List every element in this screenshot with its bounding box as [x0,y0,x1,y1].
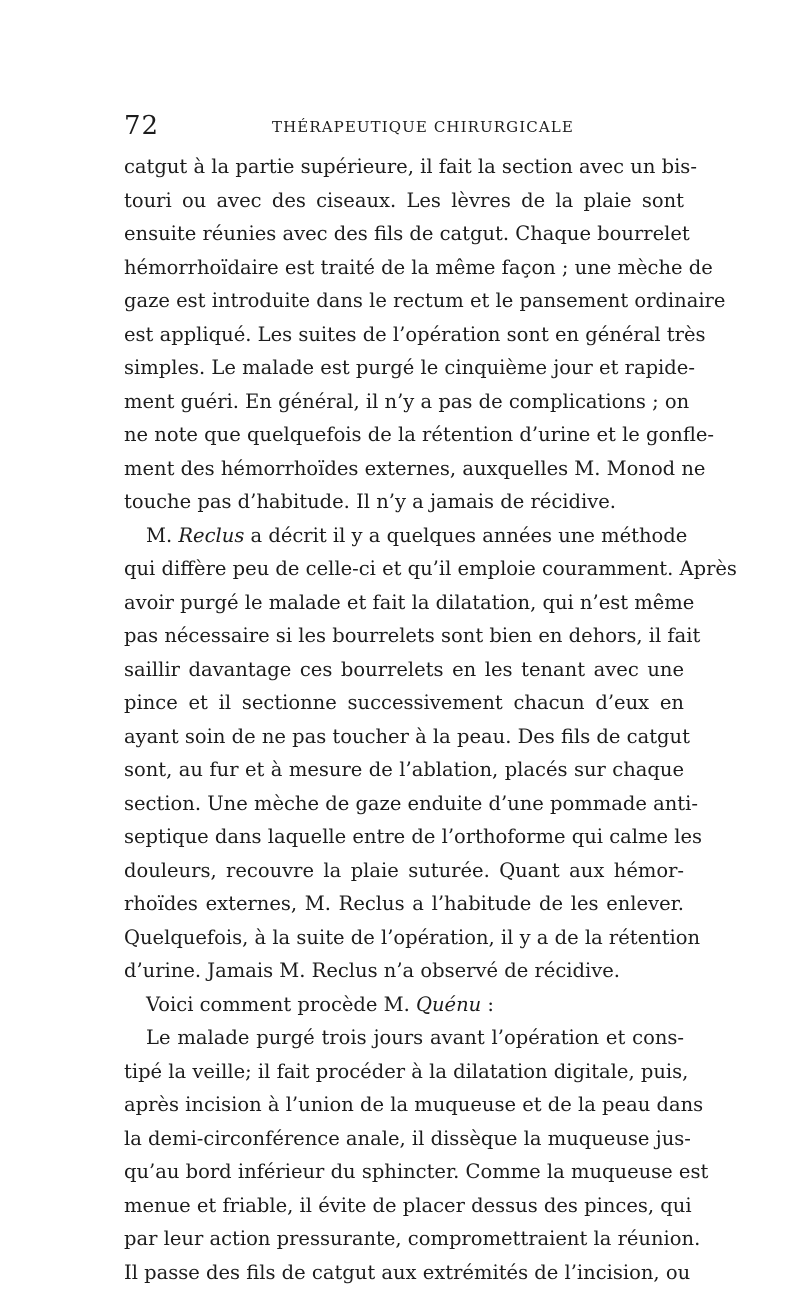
text-line [124,1222,684,1256]
text-line [124,452,684,486]
text-line [124,318,684,352]
text-segment: est appliqué. Les suites de l’opération sont en général très [124,323,706,346]
text-segment: pince et il sectionne successivement chacun d’eux en [124,691,684,714]
text-segment: catgut à la partie supérieure, il fait la section avec un bis- [124,155,697,178]
text-segment: ne note que quelquefois de la rétention d’urine et le gonfle- [124,423,714,446]
text-segment: la demi-circonférence anale, il dissèque la muqueuse jus- [124,1127,691,1150]
text-segment: après incision à l’union de la muqueuse et de la peau dans [124,1093,703,1116]
text-segment: ment des hémorrhoïdes externes, auxquelles M. Monod ne [124,457,705,480]
text-segment: menue et friable, il évite de placer dessus des pinces, qui [124,1194,692,1217]
text-line [124,351,684,385]
text-line [124,854,684,888]
text-line [124,1189,684,1223]
text-segment: ensuite réunies avec des fils de catgut. Chaque bourrelet [124,222,690,245]
text-line [124,1256,684,1289]
text-segment: M. [146,524,178,547]
text-line [124,1155,684,1189]
text-line [124,251,684,285]
text-line [124,552,684,586]
running-title: THÉRAPEUTIQUE CHIRURGICALE [272,118,574,136]
text-line [124,619,684,653]
text-line [124,1088,684,1122]
text-line [124,184,684,218]
text-segment: section. Une mèche de gaze enduite d’une pommade anti- [124,792,698,815]
text-line [124,284,684,318]
text-segment: rhoïdes externes, M. Reclus a l’habitude de les enlever. [124,892,684,915]
text-segment: gaze est introduite dans le rectum et le pansement ordinaire [124,289,725,312]
text-segment: Le malade purgé trois jours avant l’opération et cons- [146,1026,684,1049]
text-segment: douleurs, recouvre la plaie suturée. Quant aux hémor- [124,859,684,882]
text-segment: : [481,993,494,1016]
text-segment: ayant soin de ne pas toucher à la peau. Des fils de catgut [124,725,690,748]
text-line [124,787,684,821]
text-line [124,954,684,988]
italic-name: Quénu [416,993,481,1016]
text-line [124,753,684,787]
text-line [124,217,684,251]
text-segment: d’urine. Jamais M. Reclus n’a observé de récidive. [124,959,620,982]
text-segment: sont, au fur et à mesure de l’ablation, placés sur chaque [124,758,684,781]
text-segment: ment guéri. En général, il n’y a pas de complications ; on [124,390,689,413]
text-segment: tipé la veille; il fait procéder à la dilatation digitale, puis, [124,1060,688,1083]
text-segment: Il passe des fils de catgut aux extrémités de l’incision, ou [124,1261,690,1284]
text-line [124,485,684,519]
text-line [124,820,684,854]
text-segment: qu’au bord inférieur du sphincter. Comme la muqueuse est [124,1160,708,1183]
text-segment: Quelquefois, à la suite de l’opération, il y a de la rétention [124,926,700,949]
text-line [124,720,684,754]
text-line [124,385,684,419]
text-segment: pas nécessaire si les bourrelets sont bien en dehors, il fait [124,624,700,647]
page-number: 72 [124,112,159,140]
text-line [124,418,684,452]
text-line [124,686,684,720]
text-line [124,150,684,184]
text-line [124,519,684,553]
text-line [124,586,684,620]
text-segment: touri ou avec des ciseaux. Les lèvres de la plaie sont [124,189,684,212]
text-line [124,988,684,1022]
text-segment: a décrit il y a quelques années une méthode [244,524,687,547]
page-header [124,112,684,140]
text-segment: touche pas d’habitude. Il n’y a jamais de récidive. [124,490,616,513]
text-line [124,887,684,921]
text-segment: avoir purgé le malade et fait la dilatation, qui n’est même [124,591,694,614]
text-segment: septique dans laquelle entre de l’orthoforme qui calme les [124,825,702,848]
text-segment: Voici comment procède M. [146,993,416,1016]
text-line [124,1021,684,1055]
body-text [124,150,684,1289]
text-line [124,653,684,687]
text-segment: qui diffère peu de celle-ci et qu’il emploie couramment. Après [124,557,737,580]
text-segment: hémorrhoïdaire est traité de la même façon ; une mèche de [124,256,713,279]
text-segment: simples. Le malade est purgé le cinquième jour et rapide- [124,356,695,379]
text-segment: par leur action pressurante, compromettraient la réunion. [124,1227,700,1250]
text-line [124,1055,684,1089]
text-line [124,921,684,955]
text-segment: saillir davantage ces bourrelets en les tenant avec une [124,658,684,681]
italic-name: Reclus [178,524,244,547]
text-line [124,1122,684,1156]
